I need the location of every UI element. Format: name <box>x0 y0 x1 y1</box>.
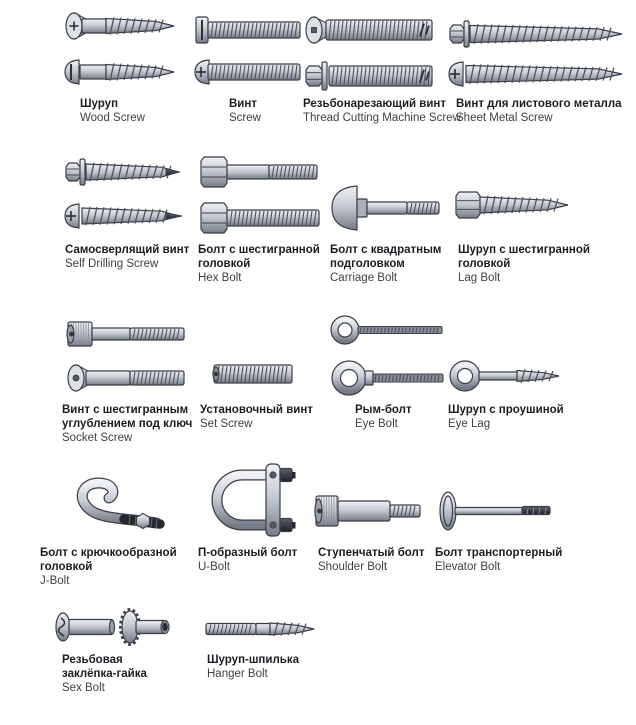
label-ru: Болт с крючкообразной головкой <box>40 547 177 573</box>
label-ru: Резьбовая заклёпка-гайка <box>62 654 147 680</box>
label-ru: Винт <box>229 98 257 110</box>
label-en: Shoulder Bolt <box>318 561 388 573</box>
label-u-bolt <box>198 546 318 574</box>
hanger-bolt-icon <box>204 613 318 645</box>
label-en: Lag Bolt <box>458 272 501 284</box>
label-en: Sheet Metal Screw <box>456 112 553 124</box>
hex-bolt-icon <box>199 148 323 240</box>
label-ru: Болт с шестигранной головкой <box>198 244 320 270</box>
shoulder-bolt-icon <box>314 490 424 534</box>
label-en: Socket Screw <box>62 432 133 444</box>
sheet-metal-screw-icon <box>448 12 628 96</box>
label-wood-screw <box>80 97 200 125</box>
socket-screw-icon <box>66 316 188 400</box>
label-en: Hex Bolt <box>198 272 242 284</box>
label-ru: Шуруп с шестигранной головкой <box>458 244 590 270</box>
self-drilling-screw-icon <box>64 150 188 240</box>
label-en: Hanger Bolt <box>207 668 268 680</box>
elevator-bolt-icon <box>434 490 554 532</box>
label-en: Eye Lag <box>448 418 491 430</box>
label-set-screw <box>200 403 330 431</box>
label-eye-lag <box>448 403 578 431</box>
lag-bolt-icon <box>454 183 572 231</box>
label-ru: Установочный винт <box>200 404 313 416</box>
label-ru: Винт для листового металла <box>456 98 622 110</box>
label-ru: Ступенчатый болт <box>318 547 425 559</box>
label-carriage-bolt <box>330 243 452 285</box>
label-hex-bolt <box>198 243 328 285</box>
label-ru: Шуруп-шпилька <box>207 654 299 666</box>
label-lag-bolt <box>458 243 592 285</box>
label-ru: Болт транспортерный <box>435 547 563 559</box>
label-en: J-Bolt <box>40 575 70 587</box>
label-ru: Болт с квадратным подголовком <box>330 244 442 270</box>
label-ru: Резьбонарезающий винт <box>303 98 446 110</box>
label-socket-screw <box>62 403 214 445</box>
wood-screw-icon <box>64 6 178 94</box>
label-en: Sex Bolt <box>62 682 105 694</box>
label-en: Elevator Bolt <box>435 561 501 573</box>
label-ru: Шуруп <box>80 98 119 110</box>
label-ru: Рым-болт <box>355 404 412 416</box>
label-en: Carriage Bolt <box>330 272 398 284</box>
u-bolt-icon <box>202 462 296 538</box>
eye-bolt-icon <box>327 308 449 402</box>
eye-lag-icon <box>447 350 565 402</box>
machine-screw-icon <box>194 10 304 94</box>
label-en: Set Screw <box>200 418 253 430</box>
thread-cutting-screw-icon <box>304 6 446 98</box>
label-elevator-bolt <box>435 546 590 574</box>
label-shoulder-bolt <box>318 546 448 574</box>
label-j-bolt <box>40 546 198 588</box>
label-self-drilling-screw <box>65 243 197 271</box>
carriage-bolt-icon <box>331 183 443 233</box>
j-bolt-icon <box>66 476 170 538</box>
label-hanger-bolt <box>207 653 327 681</box>
label-en: Screw <box>229 112 261 124</box>
label-en: Self Drilling Screw <box>65 258 159 270</box>
set-screw-icon <box>212 358 294 390</box>
label-en: Eye Bolt <box>355 418 398 430</box>
label-en: U-Bolt <box>198 561 230 573</box>
label-ru: П-образный болт <box>198 547 298 559</box>
label-ru: Шуруп с проушиной <box>448 404 564 416</box>
label-sex-bolt <box>62 653 174 695</box>
label-thread-cutting-screw <box>303 97 481 125</box>
label-en: Thread Cutting Machine Screw <box>303 112 461 124</box>
label-ru: Винт с шестигранным углублением под ключ <box>62 404 193 430</box>
label-sheet-metal-screw <box>456 97 636 125</box>
label-en: Wood Screw <box>80 112 145 124</box>
sex-bolt-icon <box>54 603 176 653</box>
label-ru: Самосверлящий винт <box>65 244 190 256</box>
